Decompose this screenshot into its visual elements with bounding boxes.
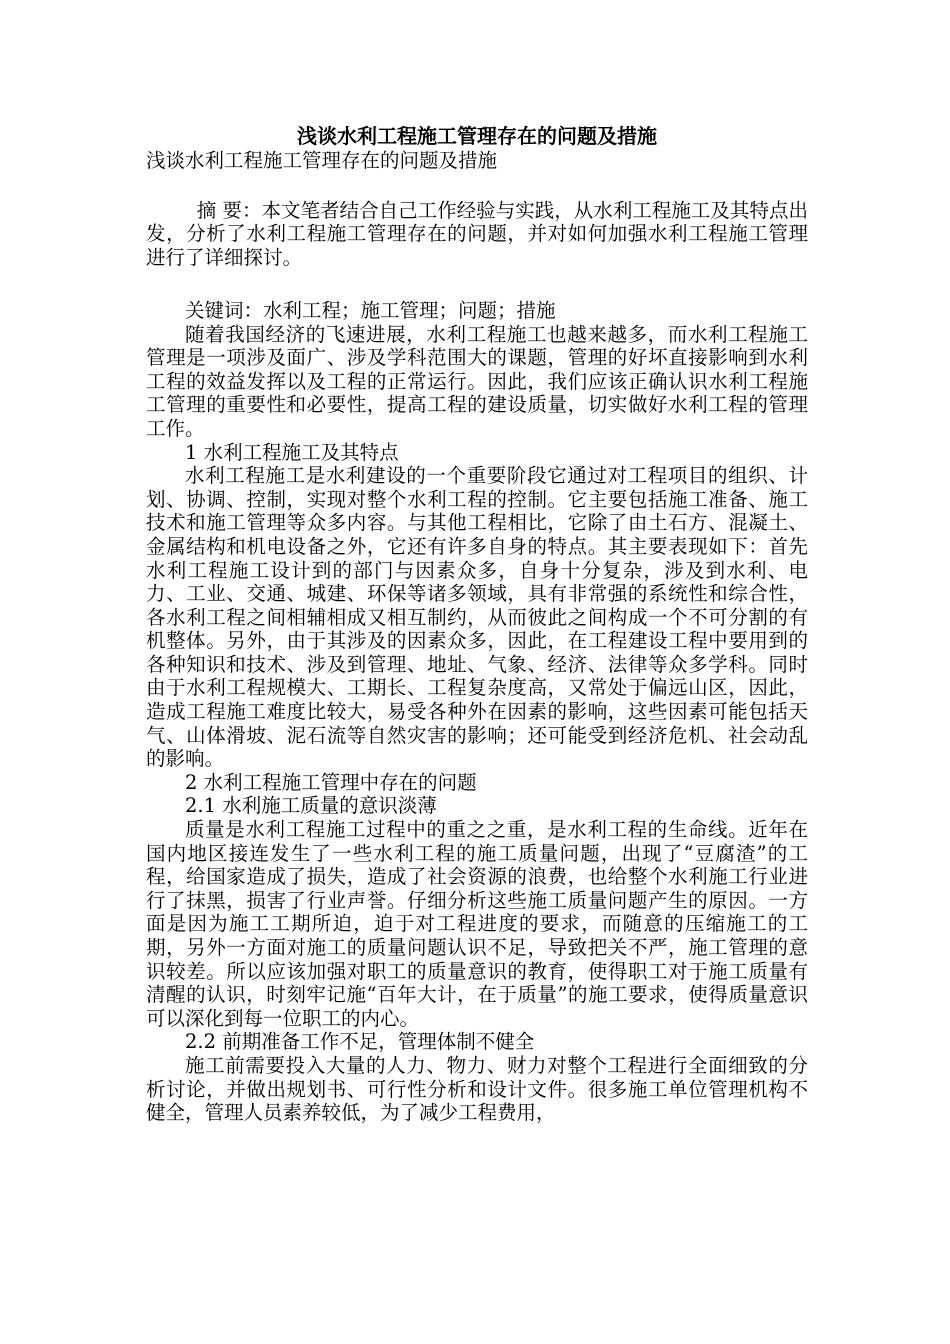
subsection-body-2-2: 施工前需要投入大量的人力、物力、财力对整个工程进行全面细致的分析讨论，并做出规划书、可行性分析和设计文件。很多施工单位管理机构不健全，管理人员素养较低，为了减少工程费用，: [146, 1053, 808, 1125]
section-heading-2: 2 水利工程施工管理中存在的问题: [185, 770, 477, 794]
document-title: 浅谈水利工程施工管理存在的问题及措施: [297, 124, 657, 148]
subsection-heading-2-2: 2.2 前期准备工作不足，管理体制不健全: [185, 1030, 535, 1054]
subsection-body-2-1: 质量是水利工程施工过程中的重之之重，是水利工程的生命线。近年在国内地区接连发生了一些水利工程的施工质量问题，出现了“豆腐渣”的工程，给国家造成了损失，造成了社会资源的浪费，也给整个水利施工行业进行了抹黑，损害了行业声誉。仔细分析这些施工质量问题产生的原因。一方面是因为施工工期所迫，迫于对工程进度的要求，而随意的压缩施工的工期，另外一方面对施工的质量问题认识不足，导致把关不严，施工管理的意识较差。所以应该加强对职工的质量意识的教育，使得职工对于施工质量有清醒的认识，时刻牢记施“百年大计，在于质量”的施工要求，使得质量意识可以深化到每一位职工的内心。: [146, 818, 808, 1030]
abstract-paragraph: 摘 要：本文笔者结合自己工作经验与实践，从水利工程施工及其特点出发，分析了水利工程施工管理存在的问题，并对如何加强水利工程施工管理进行了详细探讨。: [146, 198, 808, 269]
intro-paragraph: 随着我国经济的飞速进展，水利工程施工也越来越多，而水利工程施工管理是一项涉及面广、涉及学科范围大的课题，管理的好坏直接影响到水利工程的效益发挥以及工程的正常运行。因此，我们应该正确认识水利工程施工管理的重要性和必要性，提高工程的建设质量，切实做好水利工程的管理工作。: [146, 322, 808, 440]
section-body-1: 水利工程施工是水利建设的一个重要阶段它通过对工程项目的组织、计划、协调、控制，实现对整个水利工程的控制。它主要包括施工准备、施工技术和施工管理等众多内容。与其他工程相比，它除了由土石方、混凝土、金属结构和机电设备之外，它还有许多自身的特点。其主要表现如下：首先水利工程施工设计到的部门与因素众多，自身十分复杂，涉及到水利、电力、工业、交通、城建、环保等诸多领域，具有非常强的系统性和综合性，各水利工程之间相辅相成又相互制约，从而彼此之间构成一个不可分割的有机整体。另外，由于其涉及的因素众多，因此，在工程建设工程中要用到的各种知识和技术、涉及到管理、地址、气象、经济、法律等众多学科。同时由于水利工程规模大、工期长、工程复杂度高，又常处于偏远山区，因此，造成工程施工难度比较大，易受各种外在因素的影响，这些因素可能包括天气、山体滑坡、泥石流等自然灾害的影响；还可能受到经济危机、社会动乱的影响。: [146, 464, 808, 771]
keywords-line: 关键词：水利工程；施工管理；问题；措施: [185, 298, 556, 322]
subsection-heading-2-1: 2.1 水利施工质量的意识淡薄: [185, 794, 437, 818]
spacer: [146, 173, 808, 187]
section-heading-1: 1 水利工程施工及其特点: [185, 440, 399, 464]
spacer: [146, 269, 808, 293]
document-page: [146, 118, 808, 1125]
document-subtitle: 浅谈水利工程施工管理存在的问题及措施: [146, 149, 498, 172]
